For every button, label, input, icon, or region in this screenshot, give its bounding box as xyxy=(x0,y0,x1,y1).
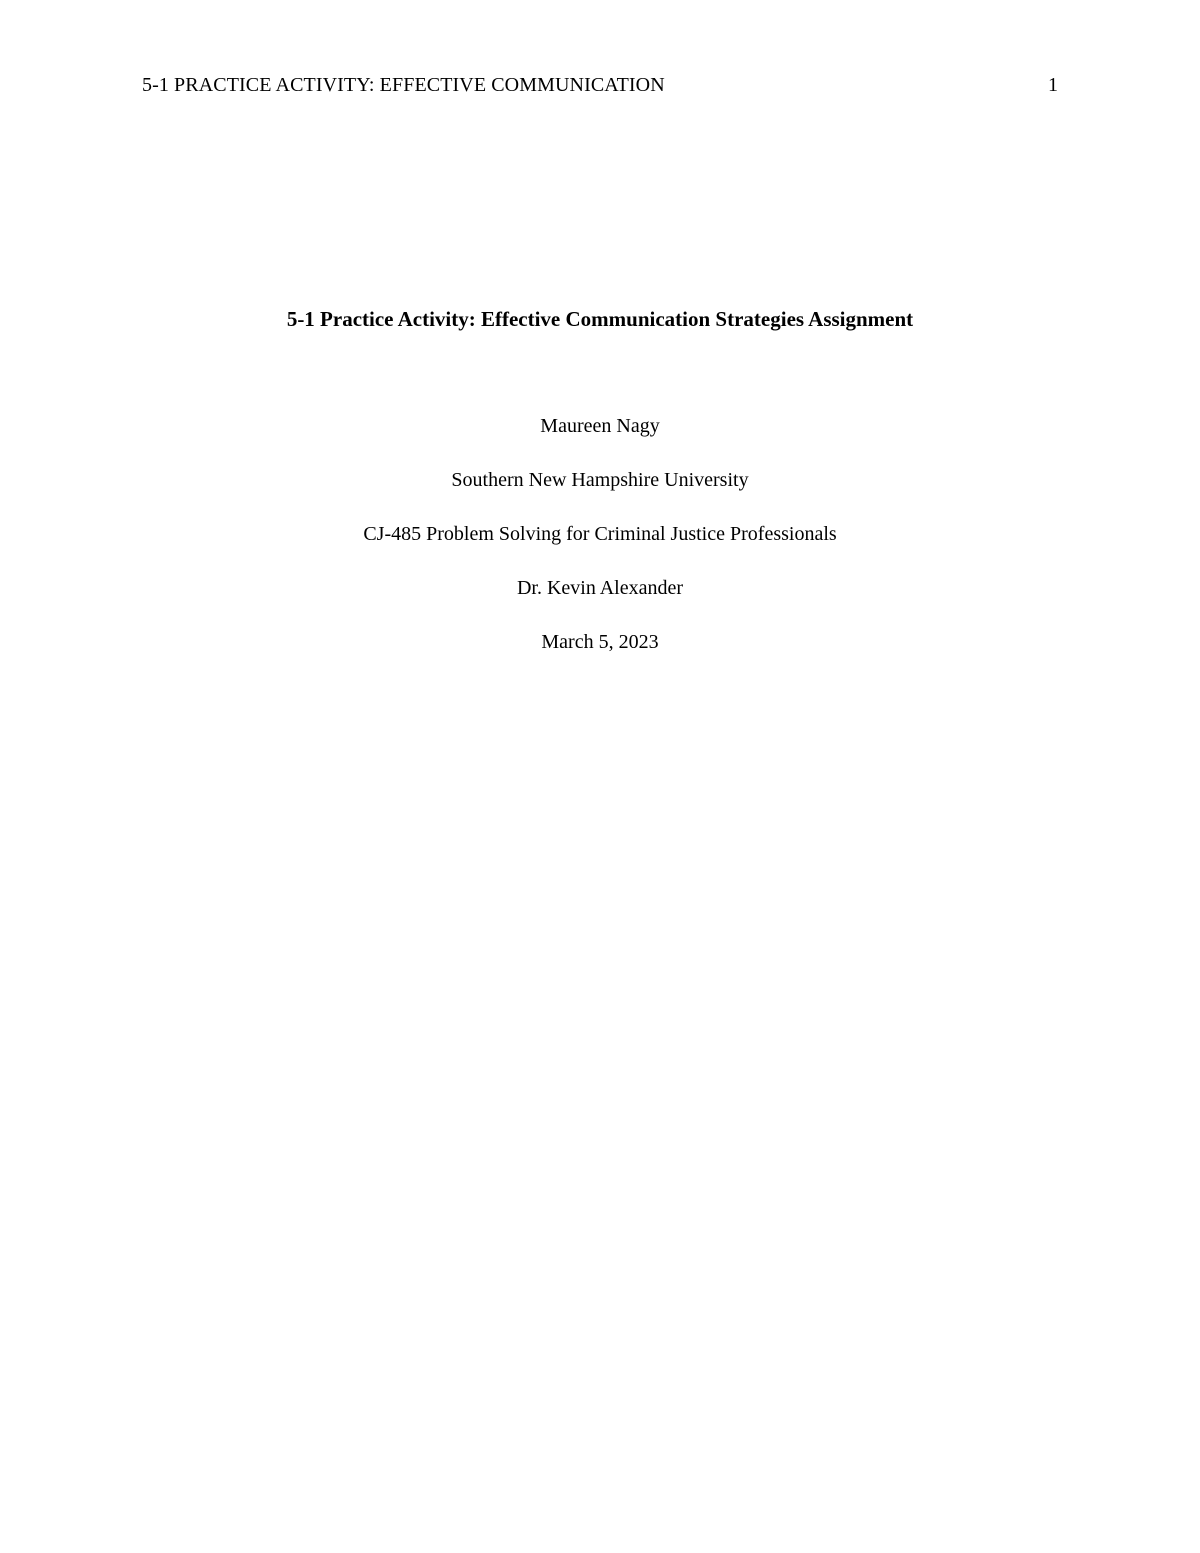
paper-title: 5-1 Practice Activity: Effective Communication Strategies Assignment xyxy=(286,307,914,331)
running-head: 5-1 PRACTICE ACTIVITY: EFFECTIVE COMMUNICATION xyxy=(142,74,665,96)
title-page-details xyxy=(0,412,1200,682)
institution-name: Southern New Hampshire University xyxy=(451,469,749,491)
author-name: Maureen Nagy xyxy=(540,415,660,437)
course-name: CJ-485 Problem Solving for Criminal Justice Professionals xyxy=(363,523,837,545)
submission-date: March 5, 2023 xyxy=(541,631,659,653)
page-number: 1 xyxy=(1048,74,1058,96)
instructor-name: Dr. Kevin Alexander xyxy=(516,577,684,599)
